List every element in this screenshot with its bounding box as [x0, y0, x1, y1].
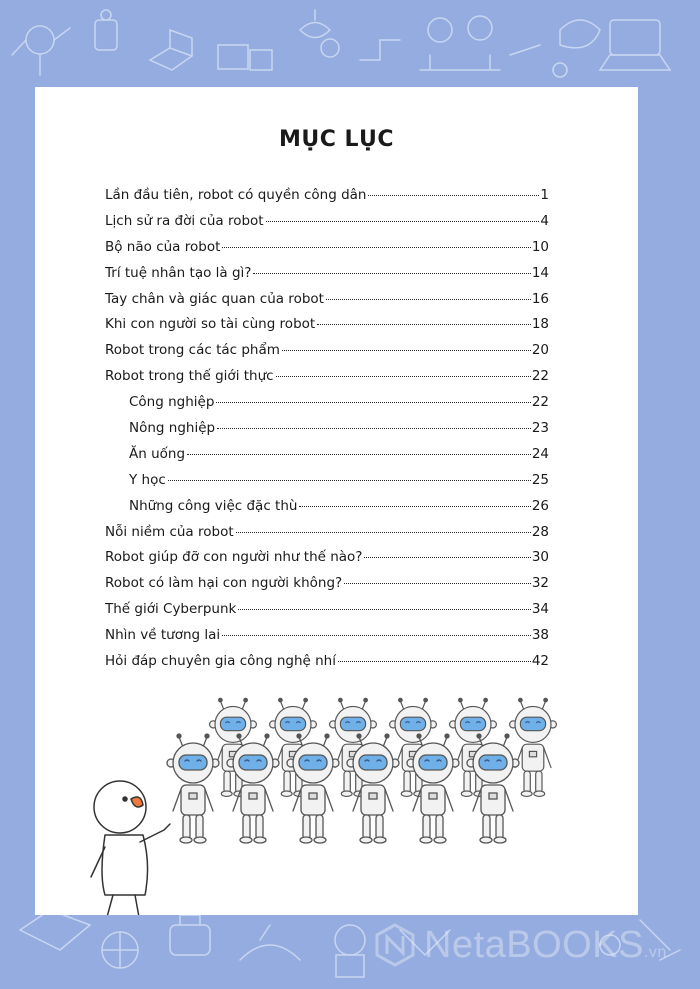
toc-entry-title: Công nghiệp: [129, 394, 215, 411]
toc-entry-title: Robot trong thế giới thực: [105, 368, 274, 385]
toc-entry-title: Những công việc đặc thù: [129, 497, 298, 514]
toc-entry-page: 24: [531, 445, 549, 462]
toc-entry-page: 25: [531, 471, 549, 488]
watermark-text: [424, 924, 667, 967]
toc-entry-title: Hỏi đáp chuyên gia công nghệ nhí: [105, 653, 336, 670]
toc-entry-page: 26: [531, 497, 549, 514]
toc-entry-title: Robot trong các tác phẩm: [105, 342, 280, 359]
toc-entry-title: Tay chân và giác quan của robot: [105, 290, 324, 307]
toc-entry-title: Bộ não của robot: [105, 238, 221, 255]
toc-entry-page: 1: [540, 187, 549, 203]
toc-entry-page: 4: [540, 212, 549, 229]
watermark-brand: NetaBOOKS: [424, 923, 644, 966]
toc-entry-title: Nhìn về tương lai: [105, 627, 221, 644]
table-of-contents-page: [35, 87, 638, 915]
toc-entry-page: 30: [531, 549, 549, 566]
watermark: [372, 920, 667, 970]
toc-entry-title: Trí tuệ nhân tạo là gì?: [105, 264, 252, 281]
toc-entry-page: 34: [531, 601, 549, 618]
toc-entry-page: 20: [531, 342, 549, 359]
toc-entry-title: Khi con người so tài cùng robot: [105, 316, 316, 333]
robots-illustration: [35, 87, 638, 915]
netabooks-logo-icon: [372, 922, 418, 968]
toc-entry-page: 28: [531, 523, 549, 540]
toc-entry-title: Y học: [129, 471, 166, 488]
robot-figure: [167, 734, 219, 843]
robot-figure: [510, 698, 557, 796]
toc-entry-page: 42: [531, 653, 549, 670]
toc-entry-title: Lần đầu tiên, robot có quyền công dân: [105, 187, 367, 203]
toc-entry-title: Robot giúp đỡ con người như thế nào?: [105, 549, 363, 566]
toc-entry-title: Thế giới Cyberpunk: [105, 601, 237, 618]
toc-entry-page: 38: [531, 627, 549, 644]
watermark-suffix: .vn: [643, 943, 667, 961]
toc-entry-page: 32: [531, 575, 549, 592]
toc-entry-page: 10: [531, 238, 549, 255]
toc-entry-page: 14: [531, 264, 549, 281]
toc-entry-page: 16: [531, 290, 549, 307]
toc-entry-title: Lịch sử ra đời của robot: [105, 212, 264, 229]
toc-entry-page: 22: [531, 394, 549, 411]
toc-entry-page: 23: [531, 420, 549, 437]
toc-entry-page: 18: [531, 316, 549, 333]
toc-entry-page: 22: [531, 368, 549, 385]
page-title: MỤC LỤC: [278, 127, 395, 152]
pointing-child-illustration: [91, 781, 170, 915]
toc-entry-title: Ăn uống: [129, 445, 186, 462]
toc-entry-title: Nông nghiệp: [129, 420, 216, 437]
toc-entry-title: Robot có làm hại con người không?: [105, 575, 343, 592]
toc-entry-title: Nỗi niềm của robot: [105, 523, 234, 540]
